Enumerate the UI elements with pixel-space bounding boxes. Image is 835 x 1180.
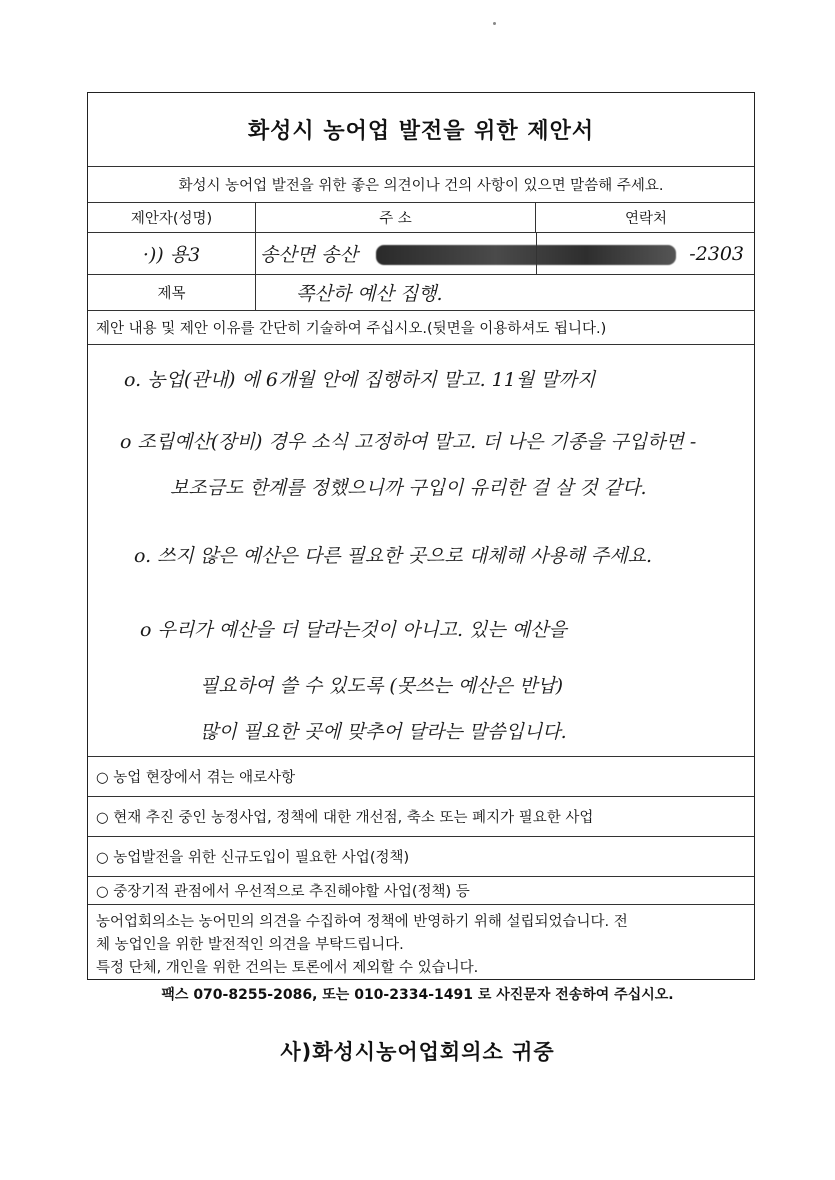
instruction-text: 제안 내용 및 제안 이유를 간단히 기술하여 주십시오.(뒷면을 이용하셔도 됩니다.) (88, 311, 754, 345)
recipient-footer: 사)화성시농어업회의소 귀중 (280, 1040, 555, 1064)
section-new-projects: ○ 농업발전을 위한 신규도입이 필요한 사업(정책) (88, 837, 754, 877)
notice-text (88, 905, 754, 981)
column-divider (536, 233, 537, 274)
handwritten-line: 많이 필요한 곳에 맞추어 달라는 말씀입니다. (200, 721, 567, 743)
notice-line: 농어업회의소는 농어민의 의견을 수집하여 정책에 반영하기 위해 설립되었습니다. 전 (96, 914, 628, 930)
subject-row (88, 275, 754, 311)
proposer-header: 제안자(성명) (88, 203, 256, 232)
section-priorities: ○ 중장기적 관점에서 우선적으로 추진해야할 사업(정책) 등 (88, 877, 754, 905)
handwritten-line: o 조립예산(장비) 경우 소식 고정하여 말고. 더 나은 기종을 구입하면 - (120, 431, 697, 453)
handwritten-content (88, 345, 754, 757)
handwritten-line: 필요하여 쓸 수 있도록 (못쓰는 예산은 반납) (200, 675, 564, 697)
section-improvements: ○ 현재 추진 중인 농정사업, 정책에 대한 개선점, 축소 또는 폐지가 필요한 사업 (88, 797, 754, 837)
subject-value: 쪽산하 예산 집행. (296, 283, 443, 305)
handwritten-line: o 우리가 예산을 더 달라는것이 아니고. 있는 예산을 (140, 619, 567, 641)
subject-label: 제목 (88, 275, 256, 310)
proposal-form (87, 92, 755, 980)
fax-instruction: 팩스 070-8255-2086, 또는 010-2334-1491 로 사진문자 전송하여 주십시오. (161, 987, 674, 1003)
form-title: 화성시 농어업 발전을 위한 제안서 (88, 93, 754, 167)
handwritten-line: o. 쓰지 않은 예산은 다른 필요한 곳으로 대체해 사용해 주세요. (134, 545, 653, 567)
form-intro: 화성시 농어업 발전을 위한 좋은 의견이나 건의 사항이 있으면 말씀해 주세요. (88, 167, 754, 203)
phone-value: -2303 (689, 243, 744, 265)
handwritten-line: o. 농업(관내) 에 6개월 안에 집행하지 말고. 11월 말까지 (124, 369, 596, 391)
contact-header: 연락처 (624, 211, 668, 227)
section-hardships: ○ 농업 현장에서 겪는 애로사항 (88, 757, 754, 797)
notice-line: 체 농업인을 위한 발전적인 의견을 부탁드립니다. (96, 937, 404, 953)
scan-speck (493, 22, 496, 25)
handwritten-line: 보조금도 한계를 정했으니까 구입이 유리한 걸 살 것 같다. (170, 477, 647, 499)
address-value: 송산면 송산 (260, 244, 358, 266)
header-row (88, 203, 754, 233)
proposer-name: ·)) 용3 (88, 233, 256, 274)
redaction-mark (376, 245, 676, 265)
address-header: 주 소 (256, 203, 536, 232)
proposer-row (88, 233, 754, 275)
notice-line: 특정 단체, 개인을 위한 건의는 토론에서 제외할 수 있습니다. (96, 960, 479, 976)
